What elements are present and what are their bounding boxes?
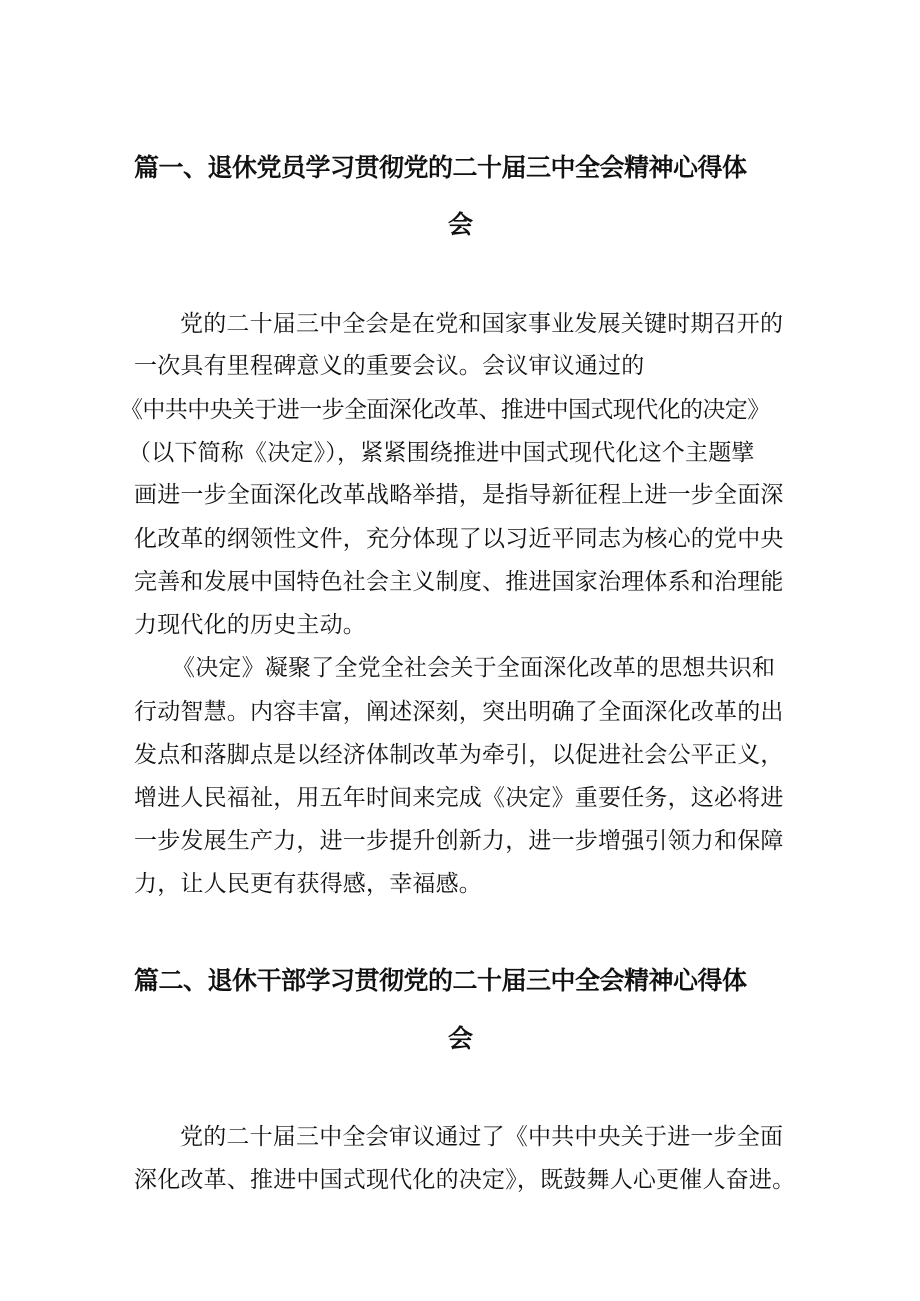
section-1-paragraph-2-line-4: 增进人民福祉，用五年时间来完成《决定》重要任务，这必将进	[134, 785, 784, 811]
section-1-paragraph-2-line-2: 行动智慧。内容丰富，阐述深刻，突出明确了全面深化改革的出	[134, 699, 784, 725]
section-1-paragraph-1-line-2: 一次具有里程碑意义的重要会议。会议审议通过的	[134, 353, 645, 379]
section-1-title-line2: 会	[448, 210, 474, 239]
section-1-paragraph-1-line-8: 力现代化的历史主动。	[134, 612, 366, 638]
section-2-title-line2: 会	[448, 1024, 474, 1053]
section-1-paragraph-2-line-3: 发点和落脚点是以经济体制改革为牵引，以促进社会公平正义，	[134, 742, 784, 768]
section-1-paragraph-2-line-6: 力，让人民更有获得感，幸福感。	[134, 871, 482, 897]
section-1-paragraph-1-line-4: （以下简称《决定》），紧紧围绕推进中国式现代化这个主题擘	[128, 440, 755, 466]
section-2-paragraph-1-line-1: 党的二十届三中全会审议通过了《中共中央关于进一步全面	[180, 1124, 784, 1150]
section-1-paragraph-1-line-5: 画进一步全面深化改革战略举措，是指导新征程上进一步全面深	[134, 482, 784, 508]
section-1-paragraph-1-line-3: 《中共中央关于进一步全面深化改革、推进中国式现代化的决定》	[120, 397, 770, 423]
section-1-paragraph-1-line-6: 化改革的纲领性文件，充分体现了以习近平同志为核心的党中央	[134, 526, 784, 552]
section-2-title-line1: 篇二、退休干部学习贯彻党的二十届三中全会精神心得体	[134, 966, 747, 995]
section-2-paragraph-1-line-2: 深化改革、推进中国式现代化的决定》，既鼓舞人心更催人奋进。	[134, 1167, 796, 1193]
section-1-paragraph-2-line-1: 《决定》凝聚了全党全社会关于全面深化改革的思想共识和	[172, 655, 776, 681]
section-1-paragraph-1-line-7: 完善和发展中国特色社会主义制度、推进国家治理体系和治理能	[134, 569, 784, 595]
section-1-paragraph-2-line-5: 一步发展生产力，进一步提升创新力，进一步增强引领力和保障	[134, 828, 784, 854]
section-1-title-line1: 篇一、退休党员学习贯彻党的二十届三中全会精神心得体	[134, 153, 747, 182]
section-1-paragraph-1-line-1: 党的二十届三中全会是在党和国家事业发展关键时期召开的	[180, 311, 784, 337]
